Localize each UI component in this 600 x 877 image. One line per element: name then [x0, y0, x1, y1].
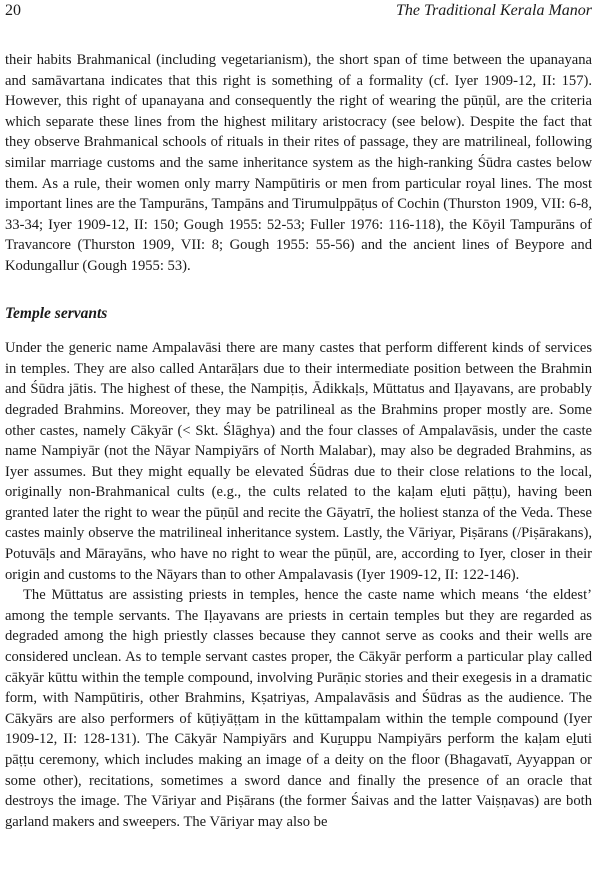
paragraph-3: The Mūttatus are assisting priests in temples, hence the caste name which means ‘the eldest’ among the temple servants. The Iḷayavans are priests in certain temples but they are regarded as degraded among the high priestly classes because they cannot serve as cooks and their wells are considered unclean. As to temple servant castes proper, the Cākyār perform a particular play called cākyār kūttu within the temple compound, involving Purāṇic stories and their exegesis in a dramatic form, with Nampūtiris, other Brahmins, Kṣatriyas, Ampalavāsis and Śūdras as the audience. The Cākyārs are also performers of kūṭiyāṭṭam in the kūttampalam within the temple compound (Iyer 1909-12, II: 128-131). The Cākyār Nampiyārs and Kuṟuppu Nampiyārs perform the kaḷam eḻuti pāṭṭu ceremony, which includes making an image of a deity on the floor (Bhagavatī, Ayyappan or some other), recitations, sometimes a sword dance and finally the presence of an oracle that destroys the image. The Vāriyar and Piṣārans (the former Śaivas and the latter Vaiṣṇavas) are both garland makers and sweepers. The Vāriyar may also be	[5, 587, 592, 830]
running-title: The Traditional Kerala Manor	[395, 2, 592, 19]
page-header	[5, 2, 592, 24]
section-heading: Temple servants	[5, 304, 108, 322]
paragraph-1: their habits Brahmanical (including vegetarianism), the short span of time between the upanayana and samāvartana indicates that this right is something of a formality (cf. Iyer 1909-12, II: 157). However, this right of upanayana and consequently the right of wearing the pūṇūl, are the criteria which separate these lines from the highest military aristocracy (see below). Despite the fact that they observe Brahmanical schools of rituals in their rites of passage, they are matrilineal, following similar marriage customs and the same inheritance system as the high-ranking Śūdra castes below them. As a rule, their women only marry Nampūtiris or men from particular royal lines. The most important lines are the Tampurāns, Tampāns and Tirumulppāṭus of Cochin (Thurston 1909, VII: 6-8, 33-34; Iyer 1909-12, II: 150; Gough 1955: 52-53; Fuller 1976: 116-118), the Kōyil Tampurāns of Travancore (Thurston 1909, VII: 8; Gough 1955: 55-56) and the ancient lines of Beypore and Kodungallur (Gough 1955: 53).	[5, 52, 592, 274]
page-body	[5, 50, 592, 832]
paragraph-2: Under the generic name Ampalavāsi there are many castes that perform different kinds of services in temples. They are also called Antarāḷars due to their intermediate position between the Brahmin and Śūdra jātis. The highest of these, the Nampiṭis, Ādikkaḷs, Mūttatus and Iḷayavans, are probably degraded Brahmins. Moreover, they may be patrilineal as the Brahmins proper mostly are. Some other castes, namely Cākyār (< Skt. Ślāghya) and the four classes of Ampalavāsis, under the caste name Nampiyār (not the Nāyar Nampiyārs of North Malabar), may also be degraded Brahmins, as Iyer assumes. But they might equally be elevated Śūdras due to their close relations to the local, originally non-Brahmanical cults (e.g., the cults related to the kaḷam eḻuti pāṭṭu), having been granted later the right to wear the pūṇūl and recite the Gāyatrī, the holiest stanza of the Veda. These castes mainly observe the matrilineal inheritance system. Lastly, the Vāriyar, Piṣārans (/Piṣārakans), Potuvāḷs and Mārayāns, who have no right to wear the pūṇūl, are, according to Iyer, closer in their origin and customs to the Nāyars than to other Ampalavasis (Iyer 1909-12, II: 122-146).	[5, 340, 592, 583]
page-number: 20	[5, 2, 21, 19]
